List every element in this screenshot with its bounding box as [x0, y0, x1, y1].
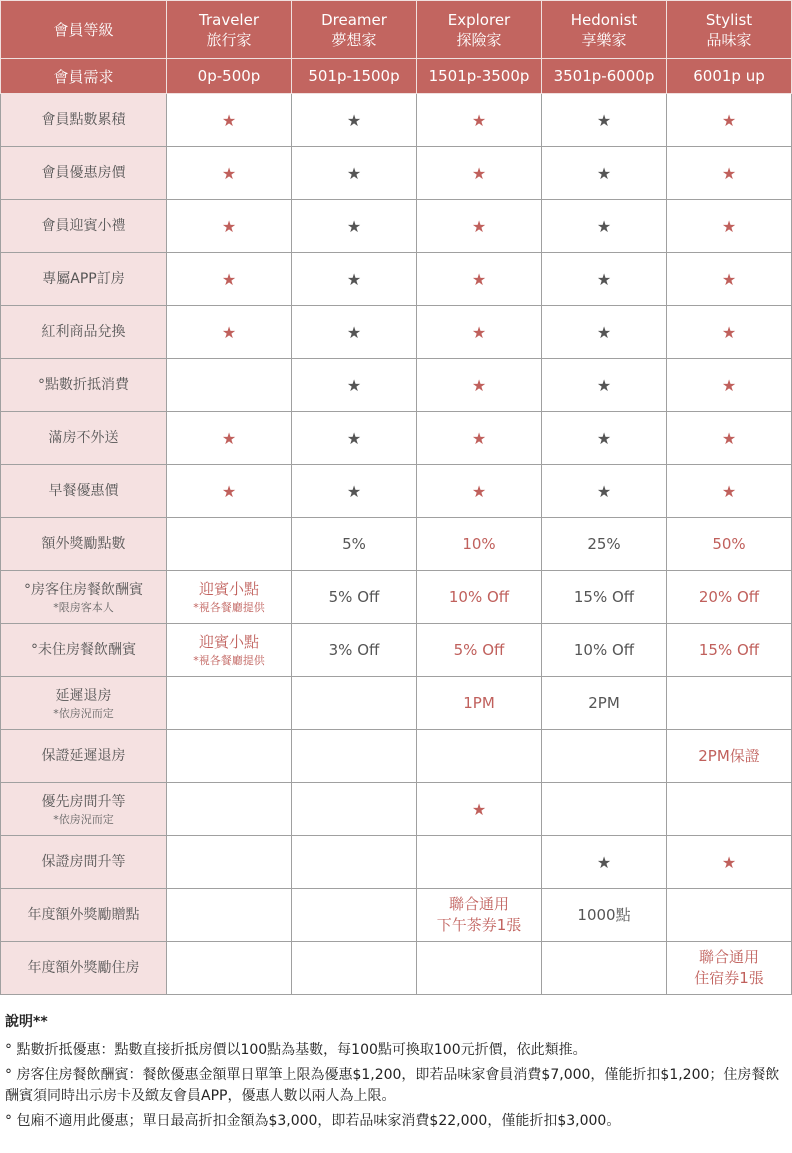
benefit-row [1, 783, 792, 836]
benefit-value: 10% Off [448, 587, 510, 606]
star-icon: ★ [596, 481, 612, 501]
star-icon: ★ [471, 481, 487, 501]
benefit-value: 10% Off [573, 640, 635, 659]
benefit-value: 聯合通用 [448, 895, 509, 913]
benefit-row [1, 836, 792, 889]
benefit-value: 2PM保證 [698, 746, 760, 765]
benefit-row [1, 624, 792, 677]
benefit-value: 迎賓小點 [198, 580, 259, 598]
benefit-cell [292, 942, 417, 995]
tier-req-dreamer: 501p-1500p [292, 59, 417, 94]
benefit-cell [167, 624, 292, 677]
benefit-cell [167, 783, 292, 836]
benefit-label [1, 465, 167, 518]
benefit-label [1, 730, 167, 783]
benefit-cell [292, 412, 417, 465]
benefit-label [1, 571, 167, 624]
star-icon: ★ [471, 322, 487, 342]
benefit-label [1, 624, 167, 677]
benefit-cell [167, 359, 292, 412]
benefit-value: 15% Off [573, 587, 635, 606]
star-icon: ★ [721, 322, 737, 342]
star-icon: ★ [346, 375, 362, 395]
benefit-row [1, 200, 792, 253]
benefit-cell [542, 94, 667, 147]
benefit-cell [292, 359, 417, 412]
star-icon: ★ [221, 481, 237, 501]
star-icon: ★ [221, 110, 237, 130]
benefit-cell [542, 836, 667, 889]
benefit-cell [167, 942, 292, 995]
benefit-cell [542, 253, 667, 306]
star-icon: ★ [471, 375, 487, 395]
benefit-cell [167, 253, 292, 306]
star-icon: ★ [471, 110, 487, 130]
star-icon: ★ [596, 322, 612, 342]
star-icon: ★ [221, 428, 237, 448]
benefit-row [1, 942, 792, 995]
benefit-row [1, 147, 792, 200]
benefit-cell [542, 147, 667, 200]
benefit-cell [292, 147, 417, 200]
benefit-cell [417, 889, 542, 942]
benefit-row [1, 94, 792, 147]
benefit-cell [542, 518, 667, 571]
benefit-cell [667, 624, 792, 677]
benefit-cell [542, 624, 667, 677]
benefit-cell [542, 412, 667, 465]
star-icon: ★ [721, 852, 737, 872]
benefit-value: 聯合通用 [698, 948, 759, 966]
benefit-value-note: 住宿券1張 [694, 969, 764, 987]
benefit-cell [417, 942, 542, 995]
star-icon: ★ [346, 163, 362, 183]
benefit-cell [167, 412, 292, 465]
benefit-cell [167, 730, 292, 783]
benefit-row [1, 306, 792, 359]
benefit-cell [292, 200, 417, 253]
benefit-cell [667, 306, 792, 359]
tier-name-row [1, 1, 792, 59]
benefit-label [1, 836, 167, 889]
benefit-row [1, 253, 792, 306]
benefit-label [1, 253, 167, 306]
benefit-cell [417, 677, 542, 730]
benefit-value-note: *視各餐廳提供 [193, 601, 265, 614]
benefit-cell [417, 783, 542, 836]
benefit-label [1, 306, 167, 359]
benefit-label [1, 359, 167, 412]
benefit-cell [292, 465, 417, 518]
level-header: 會員等級 [1, 1, 167, 59]
benefit-value: 25% [587, 534, 621, 553]
benefit-label-text: 會員優惠房價 [41, 165, 126, 181]
benefit-label-text: 滿房不外送 [48, 430, 119, 446]
notes-section [5, 1012, 785, 1136]
benefit-label [1, 412, 167, 465]
star-icon: ★ [346, 110, 362, 130]
benefit-value: 50% [712, 534, 746, 553]
benefit-label [1, 889, 167, 942]
benefit-cell [542, 942, 667, 995]
note-item: ° 點數折抵優惠：點數直接折抵房價以100點為基數，每100點可換取100元折價，依此類推。 [5, 1042, 587, 1058]
star-icon: ★ [221, 216, 237, 236]
note-item: ° 包廂不適用此優惠；單日最高折扣金額為$3,000，即若品味家消費$22,000，僅能折扣$3,000。 [5, 1113, 621, 1129]
benefit-cell [667, 465, 792, 518]
benefit-label-text: 早餐優惠價 [48, 483, 119, 499]
benefit-label-text: °未住房餐飲酬賓 [31, 642, 136, 658]
benefit-row [1, 412, 792, 465]
benefit-cell [667, 571, 792, 624]
benefit-cell [417, 518, 542, 571]
benefit-cell [417, 571, 542, 624]
benefit-cell [292, 624, 417, 677]
benefit-cell [417, 730, 542, 783]
star-icon: ★ [596, 852, 612, 872]
star-icon: ★ [721, 110, 737, 130]
benefit-cell [292, 730, 417, 783]
benefit-row [1, 889, 792, 942]
benefit-cell [167, 147, 292, 200]
benefits-body [1, 94, 792, 995]
tier-header-dreamer: Dreamer 夢想家 [292, 1, 417, 59]
benefit-label-text: 保證房間升等 [41, 854, 126, 870]
benefit-cell [667, 942, 792, 995]
benefit-row [1, 359, 792, 412]
benefit-cell [167, 518, 292, 571]
benefit-cell [292, 518, 417, 571]
star-icon: ★ [346, 322, 362, 342]
benefit-row [1, 730, 792, 783]
star-icon: ★ [346, 481, 362, 501]
benefit-label-text: °房客住房餐飲酬賓 [24, 581, 143, 598]
benefit-cell [542, 889, 667, 942]
tier-req-hedonist: 3501p-6000p [542, 59, 667, 94]
benefit-label-note: *依房況而定 [53, 812, 114, 826]
benefit-cell [667, 253, 792, 306]
benefit-value-note: *視各餐廳提供 [193, 654, 265, 667]
benefit-cell [417, 465, 542, 518]
benefit-label-text: 保證延遲退房 [41, 748, 126, 764]
benefit-label-text: 會員迎賓小禮 [41, 218, 126, 234]
star-icon: ★ [596, 216, 612, 236]
benefit-value: 20% Off [698, 587, 760, 606]
benefit-cell [667, 677, 792, 730]
star-icon: ★ [596, 428, 612, 448]
tier-req-traveler: 0p-500p [167, 59, 292, 94]
benefit-row [1, 677, 792, 730]
benefit-value: 5% Off [328, 587, 380, 606]
benefit-cell [667, 147, 792, 200]
benefit-label-text: 紅利商品兌換 [41, 324, 126, 340]
benefit-cell [542, 465, 667, 518]
benefit-cell [417, 94, 542, 147]
benefit-cell [292, 783, 417, 836]
note-item: ° 房客住房餐飲酬賓：餐飲優惠金額單日單筆上限為優惠$1,200，即若品味家會員消費$7,000，僅能折扣$1,200；住房餐飲酬賓須同時出示房卡及緻友會員APP，優惠人數以兩人為上限。 [5, 1067, 780, 1104]
benefit-cell [667, 836, 792, 889]
benefit-cell [292, 889, 417, 942]
star-icon: ★ [596, 163, 612, 183]
benefit-cell [417, 147, 542, 200]
benefit-cell [167, 571, 292, 624]
benefit-cell [667, 412, 792, 465]
benefit-cell [292, 306, 417, 359]
benefit-cell [292, 571, 417, 624]
benefit-label [1, 147, 167, 200]
benefit-cell [417, 306, 542, 359]
benefit-cell [667, 200, 792, 253]
benefit-cell [292, 836, 417, 889]
star-icon: ★ [221, 322, 237, 342]
benefit-label-text: 優先房間升等 [41, 793, 126, 810]
star-icon: ★ [596, 269, 612, 289]
benefit-cell [167, 889, 292, 942]
star-icon: ★ [346, 269, 362, 289]
benefit-cell [417, 200, 542, 253]
benefit-value: 迎賓小點 [198, 633, 259, 651]
benefit-label-note: *限房客本人 [53, 600, 114, 614]
star-icon: ★ [721, 428, 737, 448]
benefit-value: 2PM [588, 693, 620, 712]
benefit-cell [167, 94, 292, 147]
benefit-label-text: 額外獎勵點數 [41, 536, 126, 552]
benefit-cell [167, 465, 292, 518]
star-icon: ★ [346, 216, 362, 236]
benefit-cell [292, 94, 417, 147]
benefit-cell [542, 306, 667, 359]
benefit-cell [417, 624, 542, 677]
benefit-label [1, 200, 167, 253]
benefit-label [1, 518, 167, 571]
benefit-cell [417, 836, 542, 889]
benefit-cell [667, 783, 792, 836]
star-icon: ★ [596, 110, 612, 130]
benefit-label-text: 會員點數累積 [41, 112, 126, 128]
benefit-cell [542, 783, 667, 836]
tier-requirement-row [1, 59, 792, 94]
star-icon: ★ [721, 269, 737, 289]
benefit-value: 5% [342, 534, 366, 553]
benefit-label [1, 783, 167, 836]
star-icon: ★ [721, 216, 737, 236]
tier-header-hedonist: Hedonist 享樂家 [542, 1, 667, 59]
benefit-cell [417, 253, 542, 306]
benefit-cell [167, 306, 292, 359]
benefit-cell [667, 518, 792, 571]
benefit-value: 15% Off [698, 640, 760, 659]
benefit-cell [542, 200, 667, 253]
benefit-value: 10% [462, 534, 496, 553]
benefit-cell [542, 571, 667, 624]
benefit-cell [167, 836, 292, 889]
benefit-label [1, 942, 167, 995]
benefit-cell [667, 94, 792, 147]
benefit-label-text: 年度額外獎勵住房 [27, 960, 140, 976]
benefit-row [1, 465, 792, 518]
benefit-row [1, 518, 792, 571]
star-icon: ★ [721, 163, 737, 183]
star-icon: ★ [471, 216, 487, 236]
benefit-label-text: 延遲退房 [55, 687, 112, 704]
star-icon: ★ [221, 163, 237, 183]
star-icon: ★ [471, 799, 487, 819]
benefit-row [1, 571, 792, 624]
benefit-cell [542, 677, 667, 730]
tier-header-explorer: Explorer 探險家 [417, 1, 542, 59]
benefit-label-note: *依房況而定 [53, 706, 114, 720]
benefit-value: 1000點 [577, 905, 631, 924]
benefit-value-note: 下午茶券1張 [436, 916, 522, 934]
benefit-cell [667, 730, 792, 783]
benefit-cell [667, 359, 792, 412]
star-icon: ★ [471, 163, 487, 183]
benefit-cell [667, 889, 792, 942]
tier-req-stylist: 6001p up [667, 59, 792, 94]
benefit-cell [417, 412, 542, 465]
benefit-cell [292, 253, 417, 306]
benefit-cell [542, 730, 667, 783]
benefit-cell [417, 359, 542, 412]
benefit-cell [167, 200, 292, 253]
notes-title: 說明** [5, 1014, 48, 1030]
benefit-value: 5% Off [453, 640, 505, 659]
benefit-cell [292, 677, 417, 730]
star-icon: ★ [346, 428, 362, 448]
star-icon: ★ [471, 428, 487, 448]
benefit-value: 1PM [463, 693, 495, 712]
benefit-cell [167, 677, 292, 730]
benefit-value: 3% Off [328, 640, 380, 659]
benefit-label [1, 677, 167, 730]
star-icon: ★ [596, 375, 612, 395]
star-icon: ★ [221, 269, 237, 289]
tier-header-stylist: Stylist 品味家 [667, 1, 792, 59]
requirement-header: 會員需求 [1, 59, 167, 94]
star-icon: ★ [721, 375, 737, 395]
benefit-label-text: °點數折抵消費 [38, 377, 129, 393]
star-icon: ★ [721, 481, 737, 501]
tier-header-traveler: Traveler 旅行家 [167, 1, 292, 59]
benefit-label-text: 年度額外獎勵贈點 [27, 907, 140, 923]
benefit-label [1, 94, 167, 147]
benefit-label-text: 專屬APP訂房 [42, 271, 125, 287]
star-icon: ★ [471, 269, 487, 289]
benefit-cell [542, 359, 667, 412]
tier-req-explorer: 1501p-3500p [417, 59, 542, 94]
